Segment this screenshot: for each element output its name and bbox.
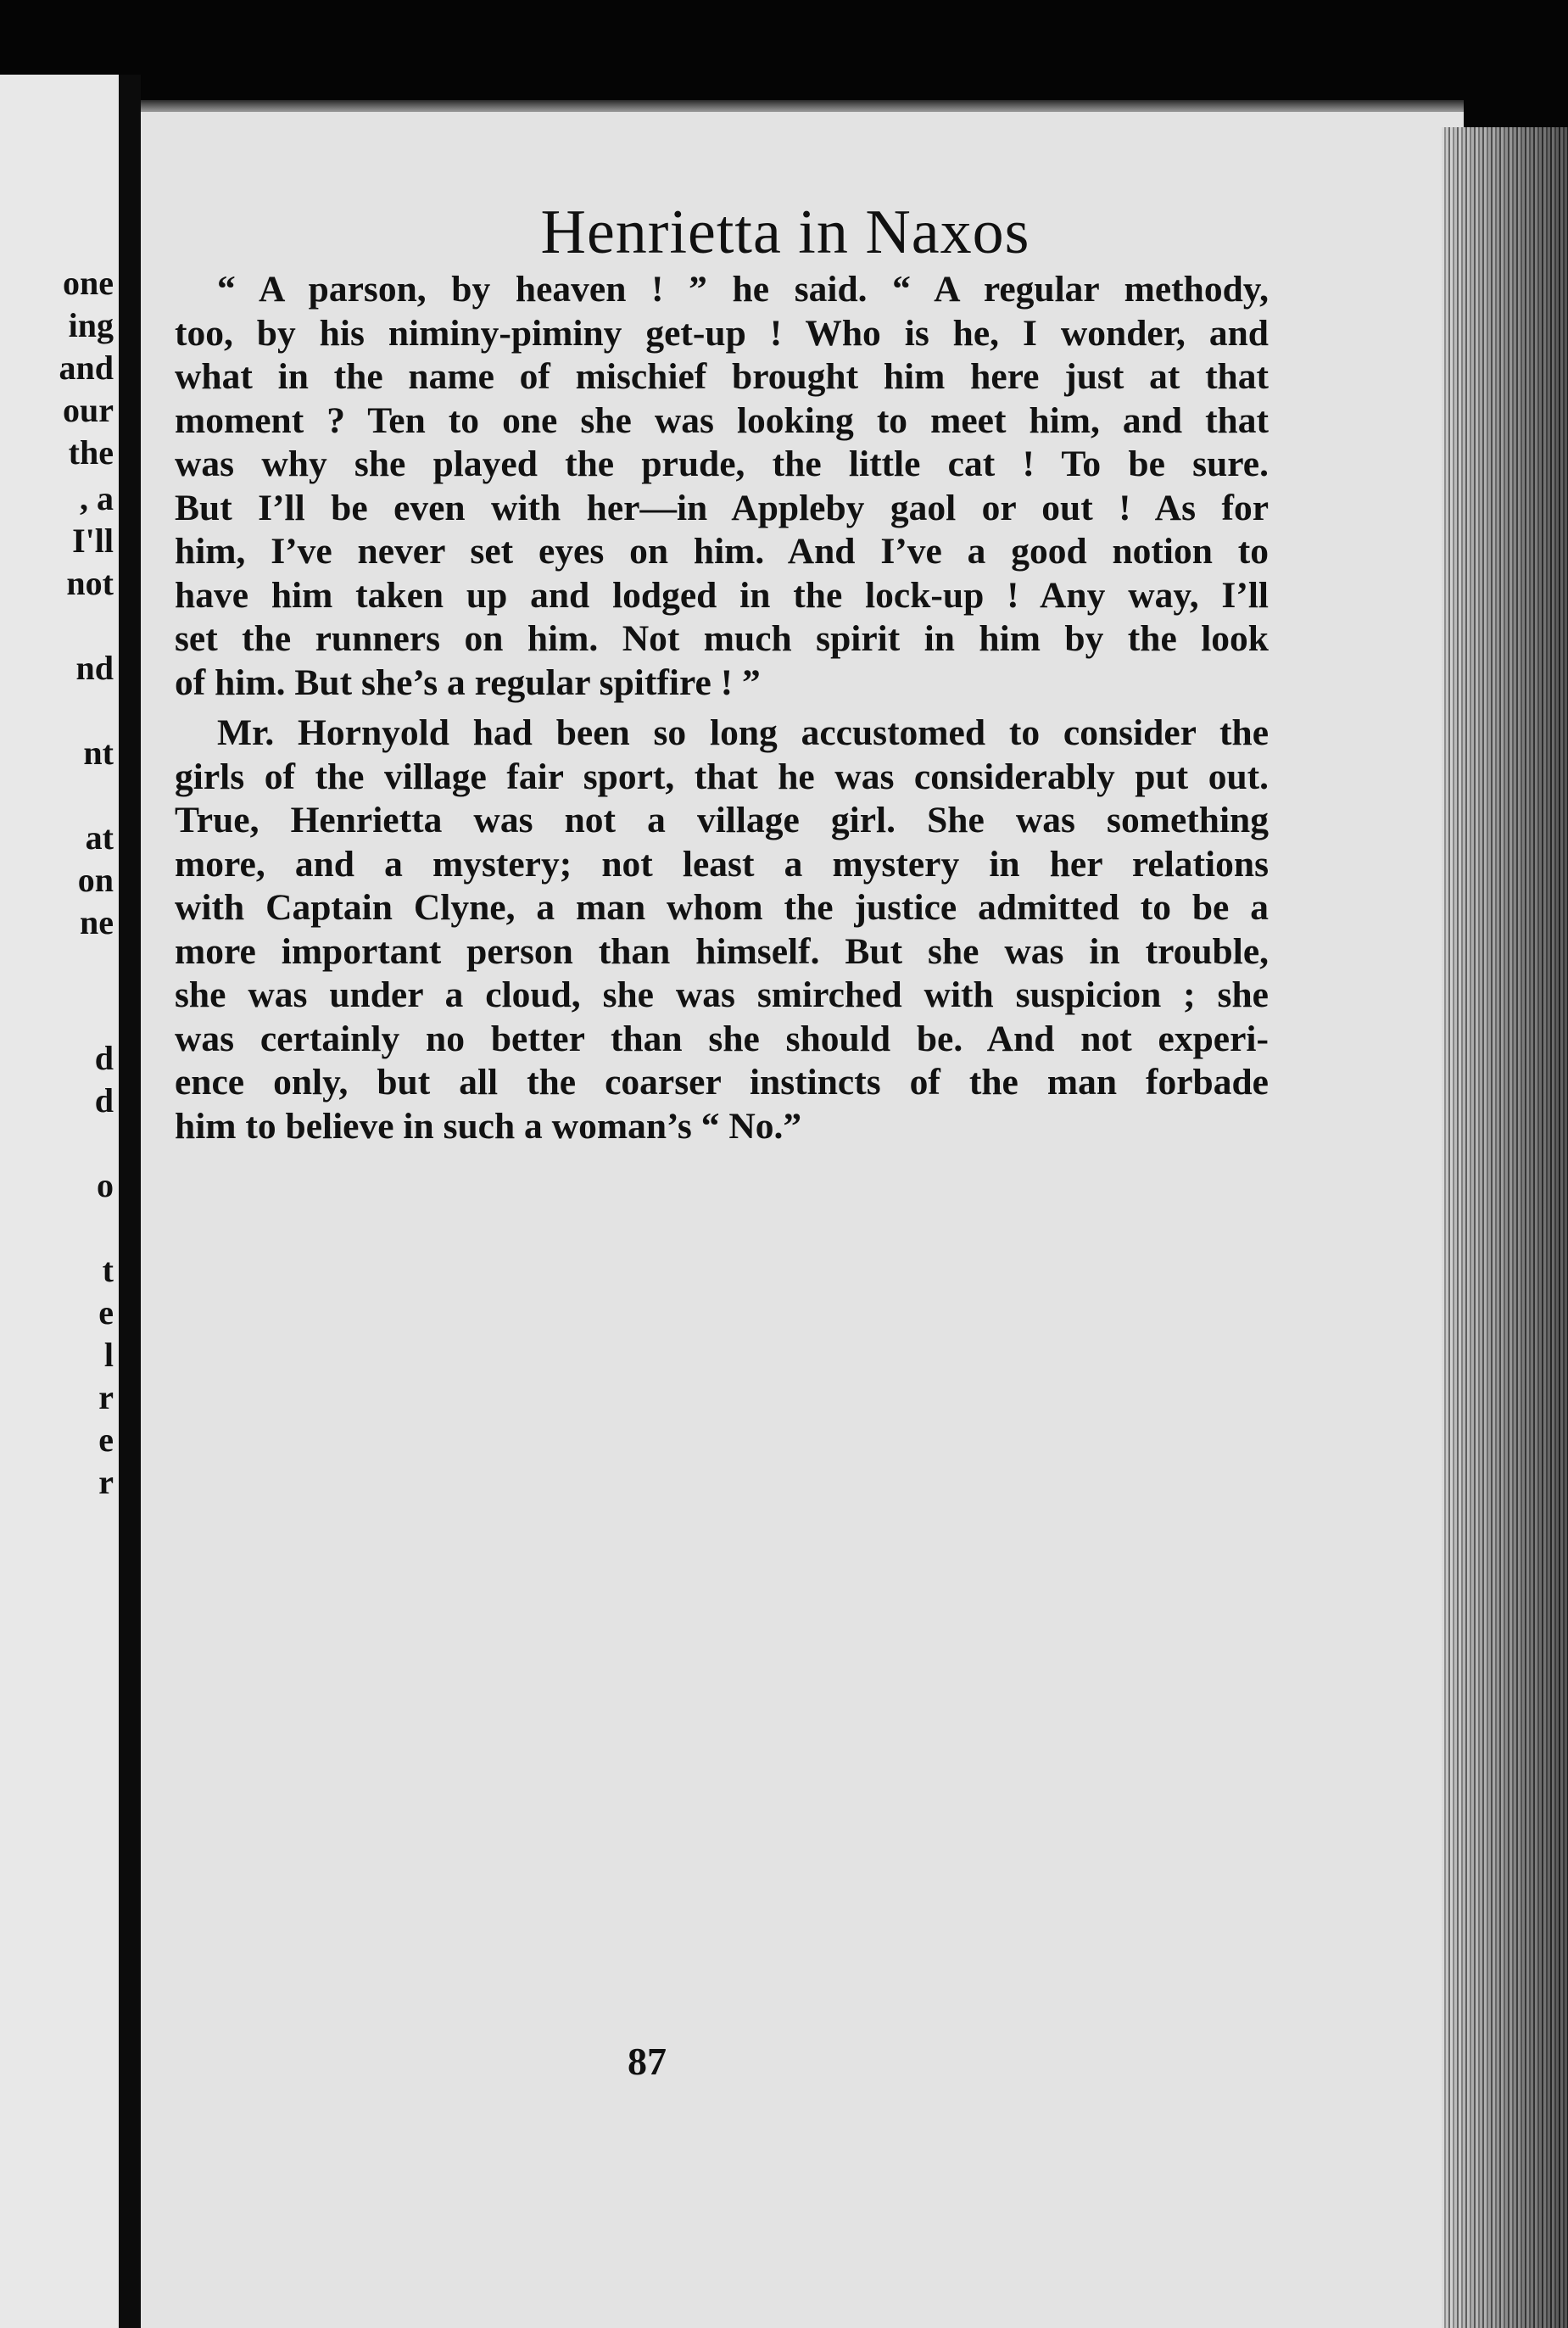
- text-line: too, by his niminy-piminy get-up ! Who is he, I wonder, and: [175, 312, 1269, 354]
- previous-page-fragment: the: [68, 433, 114, 472]
- previous-page-fragment: e: [98, 1421, 114, 1459]
- previous-page-fragment: not: [66, 564, 114, 602]
- text-line: him, I’ve never set eyes on him. And I’ve a good notion to: [175, 531, 1269, 572]
- previous-page-fragment: nd: [75, 649, 114, 687]
- previous-page-fragment: and: [59, 349, 114, 387]
- previous-page-fragment: our: [63, 391, 114, 429]
- previous-page-fragment: , a: [80, 479, 114, 517]
- page-body: [175, 268, 1269, 1148]
- previous-page-fragment: ne: [80, 903, 114, 941]
- text-line: what in the name of mischief brought him here just at that: [175, 356, 1269, 397]
- book-page: [141, 112, 1464, 2328]
- previous-page-fragment: on: [77, 861, 114, 899]
- book-fore-edge-shade: [1442, 127, 1568, 2328]
- text-line: of him. But she’s a regular spitfire ! ”: [175, 662, 761, 703]
- previous-page-fragment: d: [94, 1039, 114, 1077]
- previous-page-edge: [0, 75, 119, 2328]
- text-line: ence only, but all the coarser instincts of the man forbade: [175, 1062, 1269, 1103]
- text-line: set the runners on him. Not much spirit in him by the look: [175, 618, 1269, 659]
- paragraph: [175, 712, 1269, 1148]
- previous-page-fragment: e: [98, 1293, 114, 1331]
- previous-page-fragment: o: [97, 1166, 114, 1204]
- previous-page-fragment: ing: [68, 306, 114, 344]
- text-line: was certainly no better than she should be. And not experi-: [175, 1018, 1269, 1059]
- previous-page-fragment: r: [98, 1463, 114, 1501]
- previous-page-fragment: d: [94, 1081, 114, 1119]
- text-line: girls of the village fair sport, that he was considerably put out.: [175, 756, 1269, 797]
- text-line: “ A parson, by heaven ! ” he said. “ A regular methody,: [217, 269, 1269, 310]
- previous-page-fragment: I'll: [72, 522, 114, 560]
- text-line: True, Henrietta was not a village girl. She was something: [175, 800, 1269, 840]
- previous-page-fragment: r: [98, 1378, 114, 1416]
- text-line: But I’ll be even with her—in Appleby gaol or out ! As for: [175, 487, 1269, 528]
- text-line: more, and a mystery; not least a mystery in her relations: [175, 843, 1269, 885]
- book-gutter: [119, 75, 141, 2328]
- text-line: was why she played the prude, the little cat ! To be sure.: [175, 444, 1269, 484]
- previous-page-fragment: at: [85, 818, 114, 857]
- paragraph: [175, 268, 1269, 705]
- previous-page-fragment: one: [63, 264, 114, 302]
- previous-page-fragment: l: [103, 1336, 114, 1374]
- text-line: she was under a cloud, she was smirched with suspicion ; she: [175, 974, 1269, 1015]
- text-line: Mr. Hornyold had been so long accustomed to consider the: [217, 712, 1269, 753]
- text-line: him to believe in such a woman’s “ No.”: [175, 1105, 802, 1147]
- text-line: have him taken up and lodged in the lock-up ! Any way, I’ll: [175, 574, 1269, 616]
- previous-page-fragment: nt: [83, 734, 114, 772]
- text-line: with Captain Clyne, a man whom the justice admitted to be a: [175, 887, 1269, 928]
- running-head: Henrietta in Naxos: [540, 198, 1030, 267]
- text-line: moment ? Ten to one she was looking to meet him, and that: [175, 399, 1269, 441]
- previous-page-fragment: t: [102, 1251, 114, 1289]
- page-number: 87: [628, 2040, 667, 2083]
- text-line: more important person than himself. But she was in trouble,: [175, 930, 1269, 972]
